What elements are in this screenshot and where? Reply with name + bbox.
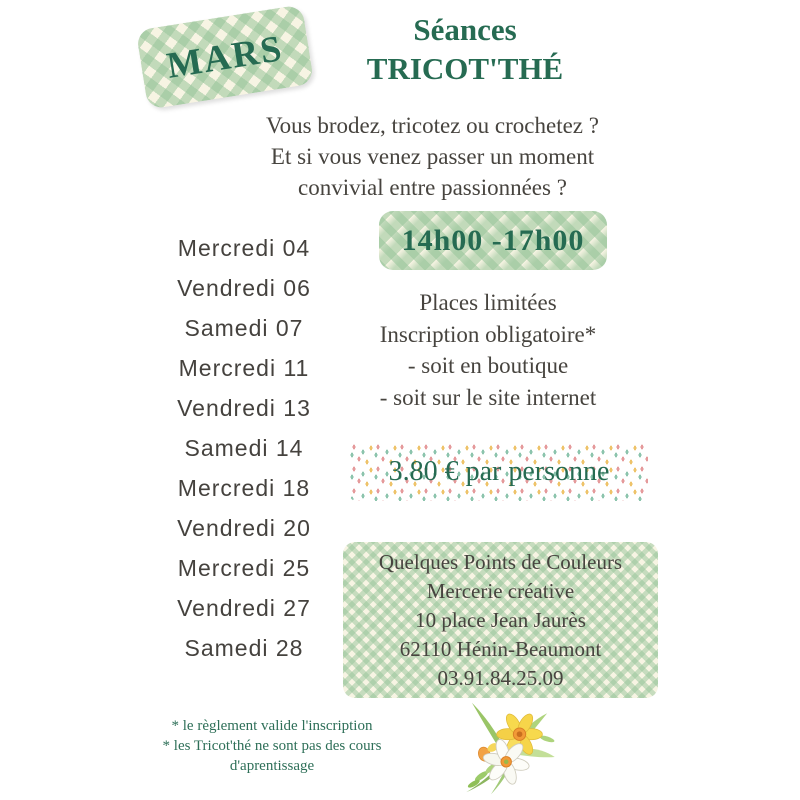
info-line: - soit sur le site internet (379, 384, 597, 410)
price-badge (350, 443, 648, 501)
list-item: Vendredi 27 (177, 595, 311, 621)
list-item: Mercredi 25 (177, 555, 311, 581)
list-item: Samedi 14 (184, 435, 304, 461)
time-badge-label: 14h00 -17h00 (401, 223, 585, 257)
list-item: Vendredi 13 (177, 395, 311, 421)
city-address: 62110 Hénin-Beaumont (399, 636, 602, 661)
info-line: Places limitées (419, 290, 557, 315)
list-item: Mercredi 04 (177, 235, 311, 261)
footnote-line: * le règlement valide l'inscription (171, 718, 373, 734)
address-block (343, 542, 658, 698)
footnotes (128, 716, 416, 776)
list-item: Samedi 28 (184, 635, 304, 661)
price-badge-label: 3.80 € par personne (388, 456, 610, 487)
month-badge (136, 4, 314, 109)
list-item: Vendredi 20 (177, 515, 311, 541)
footnote-line: d'aprentissage (229, 758, 315, 774)
page-title-line2: TRICOT'THÉ (366, 51, 564, 86)
page-title-line1: Séances (413, 12, 517, 47)
time-badge (379, 211, 607, 270)
intro-text (180, 110, 685, 203)
info-line: - soit en boutique (407, 353, 569, 378)
phone-number: 03.91.84.25.09 (437, 665, 564, 690)
shop-subtitle: Mercerie créative (426, 578, 575, 603)
intro-line: Et si vous venez passer un moment (270, 144, 595, 169)
info-line: Inscription obligatoire* (379, 321, 597, 347)
registration-info (328, 287, 648, 413)
daffodil-flower-icon (450, 698, 570, 798)
street-address: 10 place Jean Jaurès (415, 607, 586, 632)
list-item: Samedi 07 (184, 315, 304, 341)
shop-name: Quelques Points de Couleurs (378, 549, 623, 574)
list-item: Mercredi 11 (178, 355, 310, 381)
page-title (315, 10, 615, 88)
intro-line: convivial entre passionnées ? (298, 175, 567, 200)
list-item: Mercredi 18 (177, 475, 311, 501)
month-badge-label: MARS (164, 27, 286, 87)
intro-line: Vous brodez, tricotez ou crochetez ? (266, 113, 599, 138)
footnote-line: * les Tricot'thé ne sont pas des cours (162, 738, 382, 754)
list-item: Vendredi 06 (177, 275, 311, 301)
